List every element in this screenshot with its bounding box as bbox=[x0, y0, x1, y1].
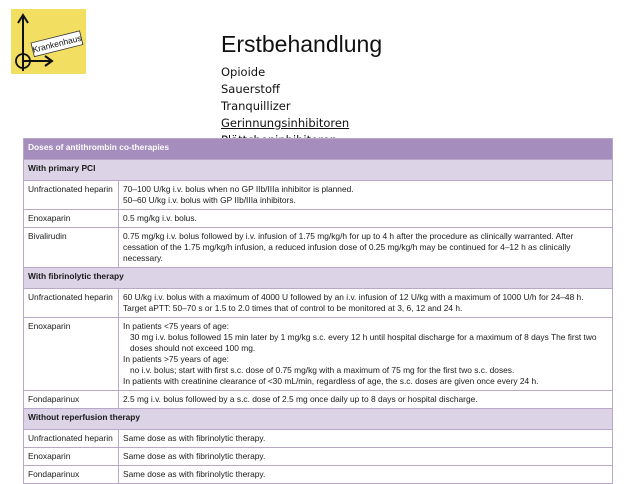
dose-line: 2.5 mg i.v. bolus followed by a s.c. dose of 2.5 mg once daily up to 8 days or hospital discharge. bbox=[123, 394, 478, 404]
dose-line: no i.v. bolus; start with first s.c. dose of 0.75 mg/kg with a maximum of 75 mg for the first two s.c. doses. bbox=[130, 365, 515, 375]
section-row-no-reperfusion bbox=[24, 409, 613, 430]
dose-line: Same dose as with fibrinolytic therapy. bbox=[123, 433, 266, 443]
dose-line: In patients <75 years of age: bbox=[123, 321, 229, 331]
logo-text: Krankenhaus bbox=[31, 32, 83, 55]
drug-name: Unfractionated heparin bbox=[24, 289, 119, 318]
section-title: Without reperfusion therapy bbox=[24, 409, 613, 430]
dose-line: 0.5 mg/kg i.v. bolus. bbox=[123, 213, 197, 223]
section-title: With primary PCI bbox=[24, 160, 613, 181]
dose-cell bbox=[119, 289, 613, 318]
dose-line: Same dose as with fibrinolytic therapy. bbox=[123, 451, 266, 461]
dose-line: 30 mg i.v. bolus followed 15 min later by 1 mg/kg s.c. every 12 h until hospital discharge for a maximum of 8 days The first two doses should not exceed 100 mg. bbox=[130, 332, 597, 353]
dose-line: 70–100 U/kg i.v. bolus when no GP IIb/IIIa inhibitor is planned. bbox=[123, 184, 354, 194]
dose-line: Same dose as with fibrinolytic therapy. bbox=[123, 469, 266, 479]
table-row bbox=[24, 318, 613, 391]
dose-cell bbox=[119, 466, 613, 484]
heading-item-sauerstoff: Sauerstoff bbox=[221, 82, 280, 96]
hospital-arrow-icon bbox=[11, 9, 86, 74]
dose-cell bbox=[119, 430, 613, 448]
dose-cell bbox=[119, 318, 613, 391]
table-row bbox=[24, 289, 613, 318]
table-row bbox=[24, 181, 613, 210]
dose-cell bbox=[119, 448, 613, 466]
dose-cell bbox=[119, 391, 613, 409]
heading-item-opioide: Opioide bbox=[221, 65, 266, 79]
drug-name: Unfractionated heparin bbox=[24, 181, 119, 210]
dose-line: 0.75 mg/kg i.v. bolus followed by i.v. infusion of 1.75 mg/kg/h for up to 4 h after the procedure as clinically warranted. After cessation of the 1.75 mg/kg/h infusion, a reduced infusion dose of 0.25 mg/kg/h may be continued for 4–12 h as clinically necessary. bbox=[123, 231, 574, 263]
table-header: Doses of antithrombin co-therapies bbox=[24, 139, 613, 160]
heading-item-tranquillizer: Tranquillizer bbox=[221, 99, 291, 113]
dose-line: 50–60 U/kg i.v. bolus with GP IIb/IIIa inhibitors. bbox=[123, 195, 296, 205]
heading-item-gerinnungsinhibitoren[interactable]: Gerinnungsinhibitoren bbox=[221, 116, 350, 130]
table-header-row bbox=[24, 139, 613, 160]
section-row-primary-pci bbox=[24, 160, 613, 181]
table-row bbox=[24, 430, 613, 448]
dose-cell bbox=[119, 181, 613, 210]
drug-name: Bivalirudin bbox=[24, 228, 119, 268]
slide-heading bbox=[221, 30, 382, 149]
drug-name: Enoxaparin bbox=[24, 448, 119, 466]
hospital-sign-logo bbox=[11, 9, 86, 74]
slide-title: Erstbehandlung bbox=[221, 31, 383, 57]
dose-cell bbox=[119, 228, 613, 268]
dose-line: 60 U/kg i.v. bolus with a maximum of 4000 U followed by an i.v. infusion of 12 U/kg with a maximum of 1000 U/h for 24–48 h. Target aPTT: 50–70 s or 1.5 to 2.0 times that of control to be monitored at 3, 6, 12 and 24 h. bbox=[123, 292, 584, 313]
table-row bbox=[24, 210, 613, 228]
table-row bbox=[24, 466, 613, 484]
drug-name: Enoxaparin bbox=[24, 210, 119, 228]
antithrombin-dose-table bbox=[23, 138, 613, 484]
table-row bbox=[24, 391, 613, 409]
table-row bbox=[24, 448, 613, 466]
drug-name: Fondaparinux bbox=[24, 391, 119, 409]
dose-cell bbox=[119, 210, 613, 228]
drug-name: Enoxaparin bbox=[24, 318, 119, 391]
drug-name: Unfractionated heparin bbox=[24, 430, 119, 448]
section-row-fibrinolytic bbox=[24, 268, 613, 289]
table-row bbox=[24, 228, 613, 268]
dose-line: In patients with creatinine clearance of <30 mL/min, regardless of age, the s.c. doses are given once every 24 h. bbox=[123, 376, 539, 386]
dose-line: In patients >75 years of age: bbox=[123, 354, 229, 364]
section-title: With fibrinolytic therapy bbox=[24, 268, 613, 289]
drug-name: Fondaparinux bbox=[24, 466, 119, 484]
